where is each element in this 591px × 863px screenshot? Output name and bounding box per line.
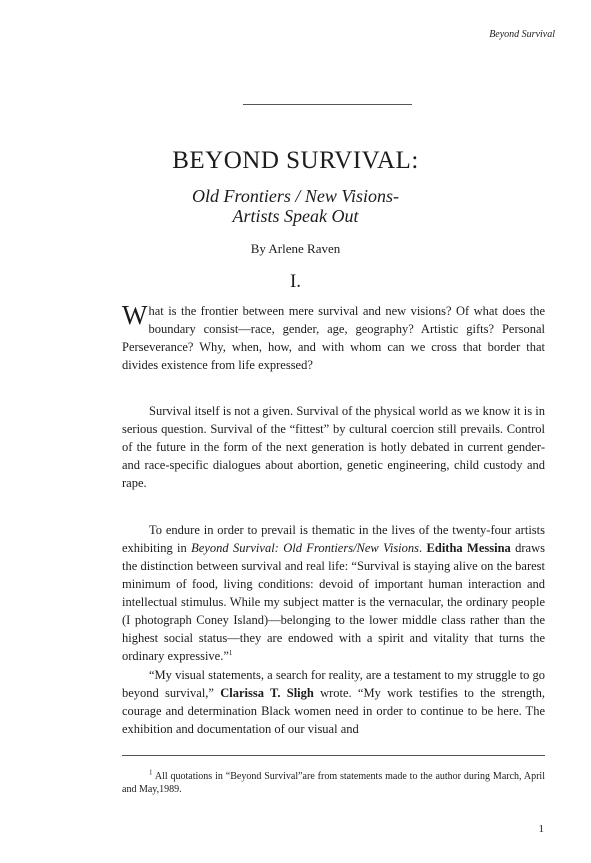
paragraph-3-text-c: draws the distinction between survival and real life: “Survival is staying alive on the barest minimum of food, living conditions: devoid of important human interaction and intellectual stimulus. While my subject matter is the vernacular, the ordinary people (I photograph Coney Island)—belonging to the lower middle class rather than the highest social status—they are endowed with a spirit and vitality that turns the ordinary expressive.”: [122, 541, 546, 663]
artist-name-sligh: Clarissa T. Sligh: [220, 686, 314, 700]
section-number: I.: [289, 271, 302, 292]
paragraph-3-text-b: .: [419, 541, 427, 555]
paragraph-3: [122, 521, 545, 665]
paragraph-2-text: Survival itself is not a given. Survival of the physical world as we know it is in serious question. Survival of the “fittest” by cultural coercion still prevails. Control of the future in the form of the next generation is hotly debated in current gender-and race-specific dialogues about abortion, genetic engineering, child custody and rape.: [122, 404, 545, 490]
paragraph-4-text-b: wrote. “My work testifies to the strength, courage and determination Black women need in order to continue to be here. The exhibition and documentation of our visual and: [122, 686, 545, 736]
subtitle-line-1: Old Frontiers / New Visions-: [192, 186, 399, 206]
footnote-rule: [122, 755, 545, 756]
page-number: 1: [538, 823, 544, 835]
byline: By Arlene Raven: [250, 241, 341, 256]
paragraph-1-text: hat is the frontier between mere survival and new visions? Of what does the boundary consist—race, gender, age, geography? Artistic gifts? Personal Perseverance? Why, when, how, and with whom can we cross that border that divides existence from life expressed?: [122, 304, 545, 372]
top-rule: [243, 104, 412, 105]
footnote-number: 1: [149, 768, 153, 777]
paragraph-1: [122, 302, 545, 374]
artist-name-messina: Editha Messina: [426, 541, 511, 555]
footnote: [122, 770, 545, 796]
footnote-marker[interactable]: 1: [228, 648, 233, 657]
footnote-text: All quotations in “Beyond Survival”are from statements made to the author during March, April and May,1989.: [122, 771, 545, 795]
article-subtitle: [0, 186, 591, 226]
article-title: BEYOND SURVIVAL:: [172, 147, 419, 174]
paragraph-2: [122, 402, 545, 492]
exhibition-title: Beyond Survival: Old Frontiers/New Visions: [191, 541, 420, 555]
paragraph-3-text-a: To endure in order to prevail is thematic in the lives of the twenty-four artists exhibiting in: [122, 523, 545, 555]
paragraph-4: [122, 666, 545, 738]
subtitle-line-2: Artists Speak Out: [232, 206, 359, 226]
drop-cap: W: [122, 300, 148, 330]
running-head: Beyond Survival: [489, 29, 555, 40]
paragraph-4-text-a: “My visual statements, a search for reality, are a testament to my struggle to go beyond survival,”: [122, 668, 545, 700]
